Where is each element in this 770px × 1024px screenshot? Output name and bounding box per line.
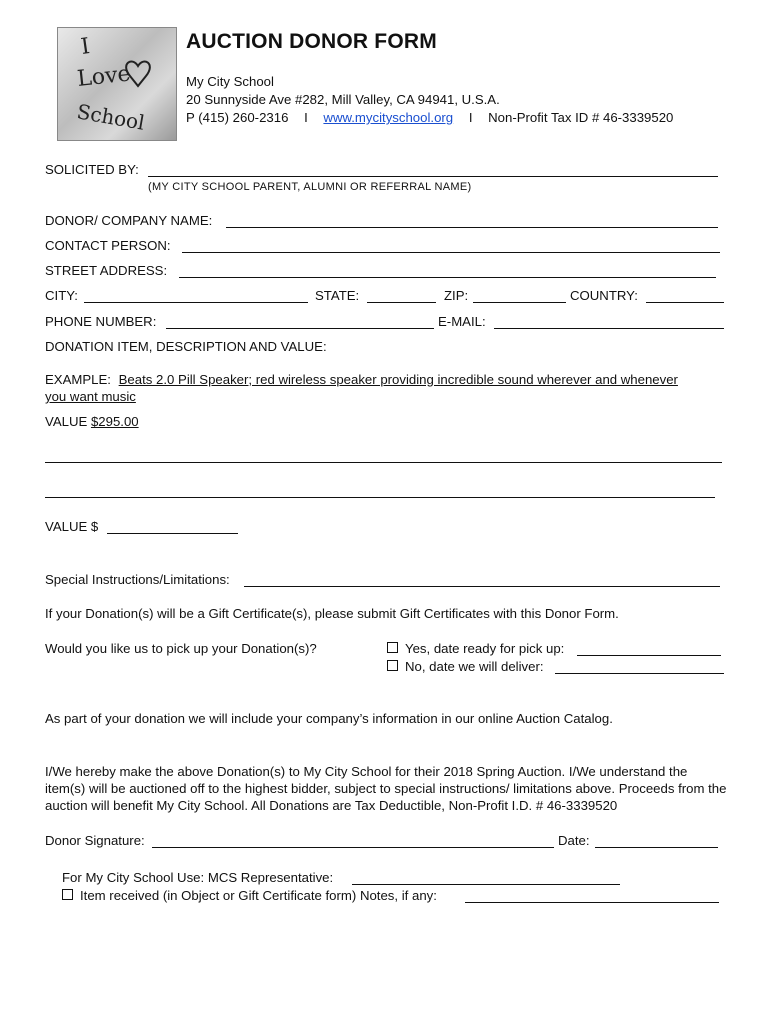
phone-number-label: PHONE NUMBER:	[45, 314, 157, 329]
donor-company-label: DONOR/ COMPANY NAME:	[45, 213, 213, 228]
catalog-note: As part of your donation we will include your company’s information in our online Auction Catalog.	[45, 711, 613, 726]
pickup-no-option	[387, 659, 544, 674]
form-title: AUCTION DONOR FORM	[186, 30, 437, 53]
street-address-label: STREET ADDRESS:	[45, 263, 168, 278]
example-value-label: VALUE	[45, 414, 88, 429]
value-label: VALUE $	[45, 519, 99, 534]
description-line-2[interactable]	[45, 497, 715, 498]
signature-date-field[interactable]	[595, 847, 718, 848]
mcs-representative-label: For My City School Use: MCS Representative:	[62, 870, 334, 885]
country-label: COUNTRY:	[570, 288, 638, 303]
description-line-1[interactable]	[45, 462, 722, 463]
example-text: Beats 2.0 Pill Speaker; red wireless speaker providing incredible sound wherever and whenever	[118, 372, 678, 387]
example-line-1	[45, 372, 678, 387]
pickup-yes-label: Yes, date ready for pick up:	[405, 641, 565, 656]
separator: I	[304, 110, 308, 125]
pickup-date-field[interactable]	[577, 655, 721, 656]
school-logo	[57, 27, 177, 141]
city-field[interactable]	[84, 302, 308, 303]
example-value-amount: $295.00	[90, 414, 139, 429]
solicited-by-note: (MY CITY SCHOOL PARENT, ALUMNI OR REFERRAL NAME)	[148, 181, 472, 193]
example-text-continued: you want music	[45, 389, 136, 404]
logo-word-3: School	[75, 99, 147, 135]
street-address-field[interactable]	[179, 277, 716, 278]
org-name: My City School	[186, 74, 274, 89]
website-link[interactable]: www.mycityschool.org	[323, 110, 454, 125]
example-label: EXAMPLE:	[45, 372, 111, 387]
org-phone: P (415) 260-2316	[186, 110, 289, 125]
value-field[interactable]	[107, 533, 238, 534]
contact-person-field[interactable]	[182, 252, 720, 253]
contact-person-label: CONTACT PERSON:	[45, 238, 171, 253]
org-address: 20 Sunnyside Ave #282, Mill Valley, CA 94941, U.S.A.	[186, 92, 500, 107]
declaration-text: I/We hereby make the above Donation(s) to My City School for their 2018 Spring Auction. I/We understand the item(s) will be auctioned off to the highest bidder, subject to special instructions/ limitations above. Proceeds from the auction will benefit My City School. All Donations are Tax Deductible, Non-Profit I.D. # 46-3339520	[45, 764, 727, 813]
deliver-date-field[interactable]	[555, 673, 724, 674]
email-label: E-MAIL:	[438, 314, 486, 329]
pickup-yes-checkbox[interactable]	[387, 642, 398, 653]
example-value	[45, 414, 139, 429]
donation-item-label: DONATION ITEM, DESCRIPTION AND VALUE:	[45, 339, 327, 354]
solicited-by-label: SOLICITED BY:	[45, 162, 139, 177]
separator: I	[468, 110, 473, 125]
pickup-question: Would you like us to pick up your Donation(s)?	[45, 641, 317, 656]
tax-id: Non-Profit Tax ID # 46-3339520	[488, 110, 674, 125]
donor-signature-label: Donor Signature:	[45, 833, 145, 848]
solicited-by-field[interactable]	[148, 176, 718, 177]
pickup-no-checkbox[interactable]	[387, 660, 398, 671]
donor-signature-field[interactable]	[152, 847, 554, 848]
mcs-representative-field[interactable]	[352, 884, 620, 885]
zip-field[interactable]	[473, 302, 566, 303]
special-instructions-label: Special Instructions/Limitations:	[45, 572, 230, 587]
city-label: CITY:	[45, 288, 78, 303]
gift-certificate-note: If your Donation(s) will be a Gift Certificate(s), please submit Gift Certificates with this Donor Form.	[45, 606, 619, 621]
pickup-yes-option	[387, 641, 564, 656]
item-received-checkbox[interactable]	[62, 889, 73, 900]
item-received-label: Item received (in Object or Gift Certificate form) Notes, if any:	[80, 888, 437, 903]
signature-date-label: Date:	[558, 833, 590, 848]
item-received-option	[62, 888, 437, 903]
country-field[interactable]	[646, 302, 724, 303]
state-field[interactable]	[367, 302, 436, 303]
logo-word-2: Love	[76, 61, 132, 92]
org-contact-line	[186, 110, 673, 125]
donor-company-field[interactable]	[226, 227, 718, 228]
email-field[interactable]	[494, 328, 724, 329]
pickup-no-label: No, date we will deliver:	[405, 659, 544, 674]
zip-label: ZIP:	[444, 288, 469, 303]
special-instructions-field[interactable]	[244, 586, 720, 587]
phone-number-field[interactable]	[166, 328, 434, 329]
notes-field[interactable]	[465, 902, 719, 903]
state-label: STATE:	[315, 288, 360, 303]
logo-word-1: I	[79, 33, 92, 60]
